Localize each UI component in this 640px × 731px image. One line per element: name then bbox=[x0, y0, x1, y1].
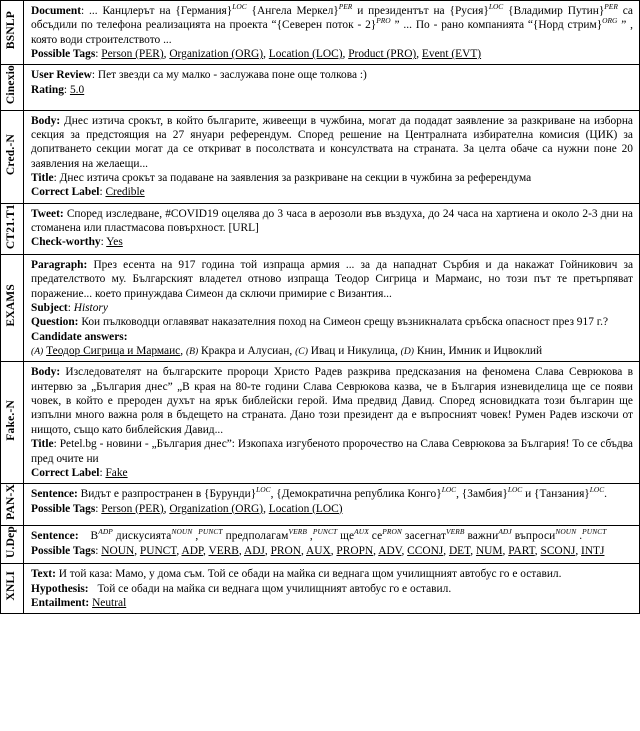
dataset-label-text: Cred.-N bbox=[5, 133, 18, 175]
field-label-entailment: Entailment: bbox=[31, 596, 90, 609]
table-row-ct21-t1 bbox=[1, 203, 640, 254]
field-label-hypothesis: Hypothesis: bbox=[31, 582, 89, 595]
tag-option-loc[interactable]: Location (LOC) bbox=[268, 502, 343, 515]
sep: , bbox=[264, 544, 271, 557]
table-row-bsnlp bbox=[1, 1, 640, 65]
colon: : bbox=[99, 186, 106, 199]
token-8 bbox=[404, 527, 465, 543]
field-value-question: Кои пълководци оглавяват наказателния поход на Симеон срещу възникналата сръбска опасност през 917 г.? bbox=[78, 316, 609, 329]
tag-option-cconj[interactable]: CCONJ bbox=[407, 544, 444, 557]
sep: , bbox=[470, 544, 476, 557]
token-word: , bbox=[195, 530, 199, 543]
colon: : bbox=[99, 466, 106, 479]
token-7 bbox=[371, 527, 402, 543]
token-word: . bbox=[579, 530, 583, 543]
dataset-label-text: Fake.-N bbox=[5, 399, 18, 441]
field-value-sentence-part2: , {Демократична република Конго} bbox=[270, 488, 442, 501]
tag-option-pro[interactable]: Product (PRO) bbox=[348, 48, 417, 61]
tag-option-org[interactable]: Organization (ORG) bbox=[169, 502, 264, 515]
row-content-fake-n bbox=[24, 362, 640, 484]
sep: , bbox=[416, 48, 422, 61]
tag-option-per[interactable]: Person (PER) bbox=[101, 48, 164, 61]
entity-tag-pro: PRO bbox=[376, 16, 391, 26]
field-title bbox=[31, 437, 633, 466]
table-row-pan-x bbox=[1, 484, 640, 526]
colon: : bbox=[67, 301, 74, 314]
field-label-body: Body: bbox=[31, 114, 61, 127]
sep: , bbox=[502, 544, 509, 557]
field-value-document-part2: {Ангела Меркел} bbox=[246, 5, 339, 17]
field-value-document-part6: ” ... По - рано компанията “{Норд стрим} bbox=[390, 19, 603, 32]
field-value-text: И той каза: Мамо, у дома съм. Той се обади на майка си веднага щом училищният автобус го е оставил. bbox=[55, 568, 562, 581]
pos-tag-punct-2: PUNCT bbox=[312, 527, 338, 537]
tag-option-propn[interactable]: PROPN bbox=[336, 544, 374, 557]
tag-option-verb[interactable]: VERB bbox=[208, 544, 239, 557]
tag-option-part[interactable]: PART bbox=[508, 544, 535, 557]
tag-option-noun[interactable]: NOUN bbox=[101, 544, 135, 557]
sep: , bbox=[203, 544, 209, 557]
tag-option-aux[interactable]: AUX bbox=[306, 544, 331, 557]
field-hypothesis bbox=[31, 582, 633, 596]
dataset-label-xnli bbox=[1, 564, 24, 614]
field-value-entailment: Neutral bbox=[92, 596, 127, 609]
row-content-ct21-t1 bbox=[24, 203, 640, 254]
field-label-document: Document bbox=[31, 5, 81, 17]
pos-tag-verb: VERB bbox=[288, 527, 307, 537]
token-word: предполагам bbox=[225, 530, 289, 543]
tag-option-sconj[interactable]: SCONJ bbox=[540, 544, 576, 557]
field-value-hypothesis: Той се обади на майка си веднага щом училищният автобус го е оставил. bbox=[94, 582, 452, 595]
token-word: въпроси bbox=[514, 530, 556, 543]
token-2 bbox=[115, 527, 193, 543]
row-content-bsnlp bbox=[24, 1, 640, 65]
field-possible-tags bbox=[31, 47, 633, 61]
field-value-rating: 5.0 bbox=[69, 83, 85, 96]
token-11 bbox=[579, 527, 607, 543]
field-label-possible-tags: Possible Tags bbox=[31, 544, 96, 557]
field-possible-tags bbox=[31, 502, 633, 516]
field-subject bbox=[31, 301, 633, 315]
candidate-answers-list bbox=[31, 344, 633, 358]
dataset-label-text: EXAMS bbox=[5, 284, 18, 327]
sep: , bbox=[163, 502, 170, 515]
pos-tag-punct: PUNCT bbox=[198, 527, 223, 537]
tag-option-punct[interactable]: PUNCT bbox=[139, 544, 177, 557]
candidate-letter-a: (A) bbox=[31, 346, 44, 358]
field-value-correct-label: Fake bbox=[105, 466, 128, 479]
field-value-check-worthy: Yes bbox=[106, 236, 123, 249]
field-check-worthy bbox=[31, 235, 633, 249]
field-rating bbox=[31, 83, 633, 97]
sep: , bbox=[330, 544, 337, 557]
pos-tag-adp: ADP bbox=[98, 527, 113, 537]
entity-tag-loc: LOC bbox=[256, 485, 271, 495]
candidate-letter-d: (D) bbox=[400, 346, 414, 358]
sep: , bbox=[176, 544, 182, 557]
token-word: ще bbox=[340, 530, 355, 543]
field-question bbox=[31, 315, 633, 329]
field-label-title: Title bbox=[31, 171, 54, 184]
token-9 bbox=[467, 527, 512, 543]
sep: , bbox=[443, 544, 449, 557]
field-value-body: Изследователят на българските пророци Христо Радев разкрива предсказания на феномена Слава Севрюкова в интервю за „България днес” „В края на 80-те години Слава Севрюкова казва, че в България изневиделица ще се появи човек, в който е прероден духът на ярък библейски герой. Има предвид Давид. Според ясновидката този българин ще изпълни много важна роля в бъдещето на страната. Дано този президент да е въпросният човек! Румен Радев изскочи от нищото, също като библейския Давид... bbox=[31, 366, 633, 436]
colon: : bbox=[63, 83, 70, 96]
field-correct-label bbox=[31, 185, 633, 199]
field-text bbox=[31, 567, 633, 581]
table-row-cred-n bbox=[1, 110, 640, 203]
sep: , bbox=[238, 544, 244, 557]
field-label-body: Body: bbox=[31, 366, 61, 379]
field-entailment bbox=[31, 596, 633, 610]
sep: , bbox=[394, 345, 401, 358]
entity-tag-loc-2: LOC bbox=[441, 485, 457, 495]
tag-option-adj[interactable]: ADJ bbox=[243, 544, 265, 557]
field-label-possible-tags: Possible Tags bbox=[31, 502, 96, 515]
pos-tag-verb-2: VERB bbox=[446, 527, 465, 537]
colon: : bbox=[53, 171, 60, 184]
tag-option-num[interactable]: NUM bbox=[475, 544, 503, 557]
field-title bbox=[31, 171, 633, 185]
field-value-correct-label: Credible bbox=[105, 186, 145, 199]
sep: , bbox=[342, 48, 349, 61]
colon: : bbox=[91, 69, 98, 82]
field-tweet bbox=[31, 207, 633, 236]
field-value-tweet: Според изследване, #COVID19 оцелява до 3 часа в аерозоли във въздуха, до 24 часа на хартиена и около 2-3 дни на стоманена или пластмасова повърхност. [URL] bbox=[31, 207, 633, 235]
field-candidate-answers-label bbox=[31, 330, 633, 344]
field-body bbox=[31, 114, 633, 171]
field-value-document-part3: и президентът на {Русия} bbox=[352, 5, 489, 17]
dataset-label-text: XNLI bbox=[5, 571, 18, 601]
field-value-title: Днес изтича срокът за подаване на заявления за разкриване на секции в чужбина за референдума bbox=[59, 171, 532, 184]
dataset-label-text: U.Dep bbox=[5, 526, 18, 559]
table-row-cinexio bbox=[1, 65, 640, 110]
field-correct-label bbox=[31, 466, 633, 480]
tag-option-adv[interactable]: ADV bbox=[378, 544, 402, 557]
dataset-label-text: Cinexio bbox=[5, 65, 18, 105]
dataset-label-text: BSNLP bbox=[5, 11, 18, 50]
candidate-letter-c: (C) bbox=[295, 346, 308, 358]
field-value-document-part1: ... Канцлерът на {Германия} bbox=[89, 5, 233, 17]
colon: : bbox=[95, 502, 102, 515]
row-content-cred-n bbox=[24, 110, 640, 203]
field-value-body: Днес изтича срокът, в който българите, живеещи в чужбина, могат да подадат заявление за разкриване на изборна секция за предстоящия на 27 януари референдум. Според решение на Централната избирателна комисия (ЦИК) за допитването секции могат да се откриват в посолствата и консулствата на страната. За целта обаче са нужни поне 20 заявления на желаещи... bbox=[31, 114, 633, 170]
candidate-answer-d[interactable]: Книн, Имник и Ицвоклий bbox=[416, 345, 543, 358]
sep: , bbox=[373, 544, 379, 557]
colon: : bbox=[95, 544, 102, 557]
dataset-label-cinexio bbox=[1, 65, 24, 110]
field-value-sentence-part1: Видът е разпространен в {Бурунди} bbox=[77, 488, 257, 501]
token-word: В bbox=[90, 530, 99, 543]
field-user-review bbox=[31, 68, 633, 82]
token-6 bbox=[340, 527, 369, 543]
field-value-subject: History bbox=[73, 301, 108, 314]
sep: , bbox=[180, 345, 186, 358]
row-content-exams bbox=[24, 254, 640, 362]
sep: , bbox=[134, 544, 140, 557]
field-value-title: Petel.bg - новини - „България днес”: Изкопаха изгубеното пророчество на Слава Севрюкова за България! То се сбъдва пред очите ни bbox=[31, 438, 633, 465]
sep: , bbox=[534, 544, 541, 557]
colon: : bbox=[95, 48, 102, 61]
entity-tag-per: PER bbox=[338, 2, 353, 12]
dataset-label-text: PAN-X bbox=[5, 484, 18, 521]
candidate-answer-c[interactable]: Ивац и Никулица bbox=[310, 345, 395, 358]
field-label-correct-label: Correct Label bbox=[31, 186, 100, 199]
field-value-document-part4: {Владимир Путин} bbox=[503, 5, 605, 17]
dataset-label-cred-n bbox=[1, 110, 24, 203]
tag-option-evt[interactable]: Event (EVT) bbox=[421, 48, 482, 61]
entity-tag-loc: LOC bbox=[232, 2, 247, 12]
token-4 bbox=[225, 527, 307, 543]
token-3 bbox=[195, 527, 223, 543]
sep: , bbox=[263, 48, 269, 61]
field-value-document-part5: са обсъдили по телефона реализацията на проекта “{Северен поток - 2} bbox=[31, 5, 633, 32]
entity-tag-loc-3: LOC bbox=[507, 485, 523, 495]
candidate-answer-b[interactable]: Кракра и Алусиан bbox=[201, 345, 290, 358]
sep: , bbox=[300, 544, 307, 557]
field-label-correct-label: Correct Label bbox=[31, 466, 100, 479]
candidate-answer-a[interactable]: Теодор Сигрица и Мармаис bbox=[46, 345, 181, 358]
field-label-possible-tags: Possible Tags bbox=[31, 48, 96, 61]
token-word: дискусията bbox=[115, 530, 172, 543]
dataset-label-text: CT21.T1 bbox=[5, 203, 18, 249]
field-value-document-part7: ” , която води строителството ... bbox=[31, 19, 633, 46]
candidate-letter-b: (B) bbox=[185, 346, 199, 358]
field-value-sentence-part5: . bbox=[604, 488, 608, 501]
pos-tag-noun: NOUN bbox=[171, 527, 193, 537]
dataset-label-pan-x bbox=[1, 484, 24, 526]
entity-tag-loc-4: LOC bbox=[589, 485, 605, 495]
field-value-user-review: Пет звезди са му малко - заслужава поне още толкова :) bbox=[97, 69, 367, 82]
field-label-question: Question: bbox=[31, 316, 79, 329]
field-label-subject: Subject bbox=[31, 301, 68, 314]
pos-tag-noun-2: NOUN bbox=[555, 527, 577, 537]
field-value-sentence-part3: , {Замбия} bbox=[456, 488, 508, 501]
field-label-text: Text: bbox=[31, 568, 56, 581]
row-content-u-dep bbox=[24, 526, 640, 564]
table-row-fake-n bbox=[1, 362, 640, 484]
sep: , bbox=[401, 544, 408, 557]
field-label-paragraph: Paragraph: bbox=[31, 258, 88, 271]
table-row-xnli bbox=[1, 564, 640, 614]
token-word: , bbox=[309, 530, 313, 543]
tag-option-det[interactable]: DET bbox=[448, 544, 471, 557]
field-label-candidate-answers: Candidate answers: bbox=[31, 330, 128, 343]
field-paragraph bbox=[31, 258, 633, 301]
table-row-exams bbox=[1, 254, 640, 362]
entity-tag-loc-2: LOC bbox=[488, 2, 504, 12]
tag-option-per[interactable]: Person (PER) bbox=[101, 502, 164, 515]
tag-option-adp[interactable]: ADP bbox=[181, 544, 203, 557]
field-label-user-review: User Review bbox=[31, 69, 92, 82]
token-word: се bbox=[371, 530, 383, 543]
field-possible-tags bbox=[31, 544, 633, 558]
row-content-cinexio bbox=[24, 65, 640, 110]
field-body bbox=[31, 365, 633, 437]
field-sentence bbox=[31, 487, 633, 501]
tag-option-intj[interactable]: INTJ bbox=[581, 544, 605, 557]
table-row-u-dep bbox=[1, 526, 640, 564]
field-label-title: Title bbox=[31, 438, 54, 451]
pos-tag-punct-3: PUNCT bbox=[582, 527, 607, 537]
row-content-pan-x bbox=[24, 484, 640, 526]
dataset-label-exams bbox=[1, 254, 24, 362]
colon: : bbox=[53, 438, 60, 451]
tag-option-pron[interactable]: PRON bbox=[270, 544, 301, 557]
entity-tag-per-2: PER bbox=[604, 2, 618, 12]
field-document bbox=[31, 4, 633, 47]
token-5 bbox=[309, 527, 338, 543]
pos-tag-adj: ADJ bbox=[498, 527, 512, 537]
field-label-tweet: Tweet: bbox=[31, 207, 64, 220]
field-value-sentence-part4: и {Танзания} bbox=[522, 488, 590, 501]
tag-option-org[interactable]: Organization (ORG) bbox=[169, 48, 264, 61]
sep: , bbox=[263, 502, 269, 515]
token-10 bbox=[514, 527, 577, 543]
sep: , bbox=[163, 48, 170, 61]
colon: : bbox=[80, 5, 90, 17]
dataset-label-u-dep bbox=[1, 526, 24, 564]
token-word: засегнат bbox=[404, 530, 447, 543]
field-label-rating: Rating bbox=[31, 83, 64, 96]
token-1 bbox=[90, 527, 113, 543]
field-label-check-worthy: Check-worthy bbox=[31, 236, 101, 249]
entity-tag-org: ORG bbox=[602, 16, 618, 26]
field-sentence bbox=[31, 529, 633, 543]
dataset-label-bsnlp bbox=[1, 1, 24, 65]
tag-option-loc[interactable]: Location (LOC) bbox=[268, 48, 343, 61]
row-content-xnli bbox=[24, 564, 640, 614]
dataset-label-fake-n bbox=[1, 362, 24, 484]
sep: , bbox=[289, 345, 296, 358]
dataset-label-ct21-t1 bbox=[1, 203, 24, 254]
token-word: важни bbox=[467, 530, 499, 543]
sep: , bbox=[575, 544, 582, 557]
pos-tag-pron: PRON bbox=[382, 527, 402, 537]
field-value-paragraph: През есента на 917 година той изпраща армия ... за да нападнат Сърбия и да накажат Гойникович за предателството му. Българският владетел отново изпраща Теодор Сигрица и Мармаис, но този път те претърпяват поражение... което принуждава Симеон да сключи примирие с Византия... bbox=[31, 258, 633, 300]
pos-tag-aux: AUX bbox=[354, 527, 369, 537]
field-label-sentence: Sentence: bbox=[31, 530, 79, 543]
colon: : bbox=[100, 236, 107, 249]
field-label-sentence: Sentence: bbox=[31, 488, 78, 501]
